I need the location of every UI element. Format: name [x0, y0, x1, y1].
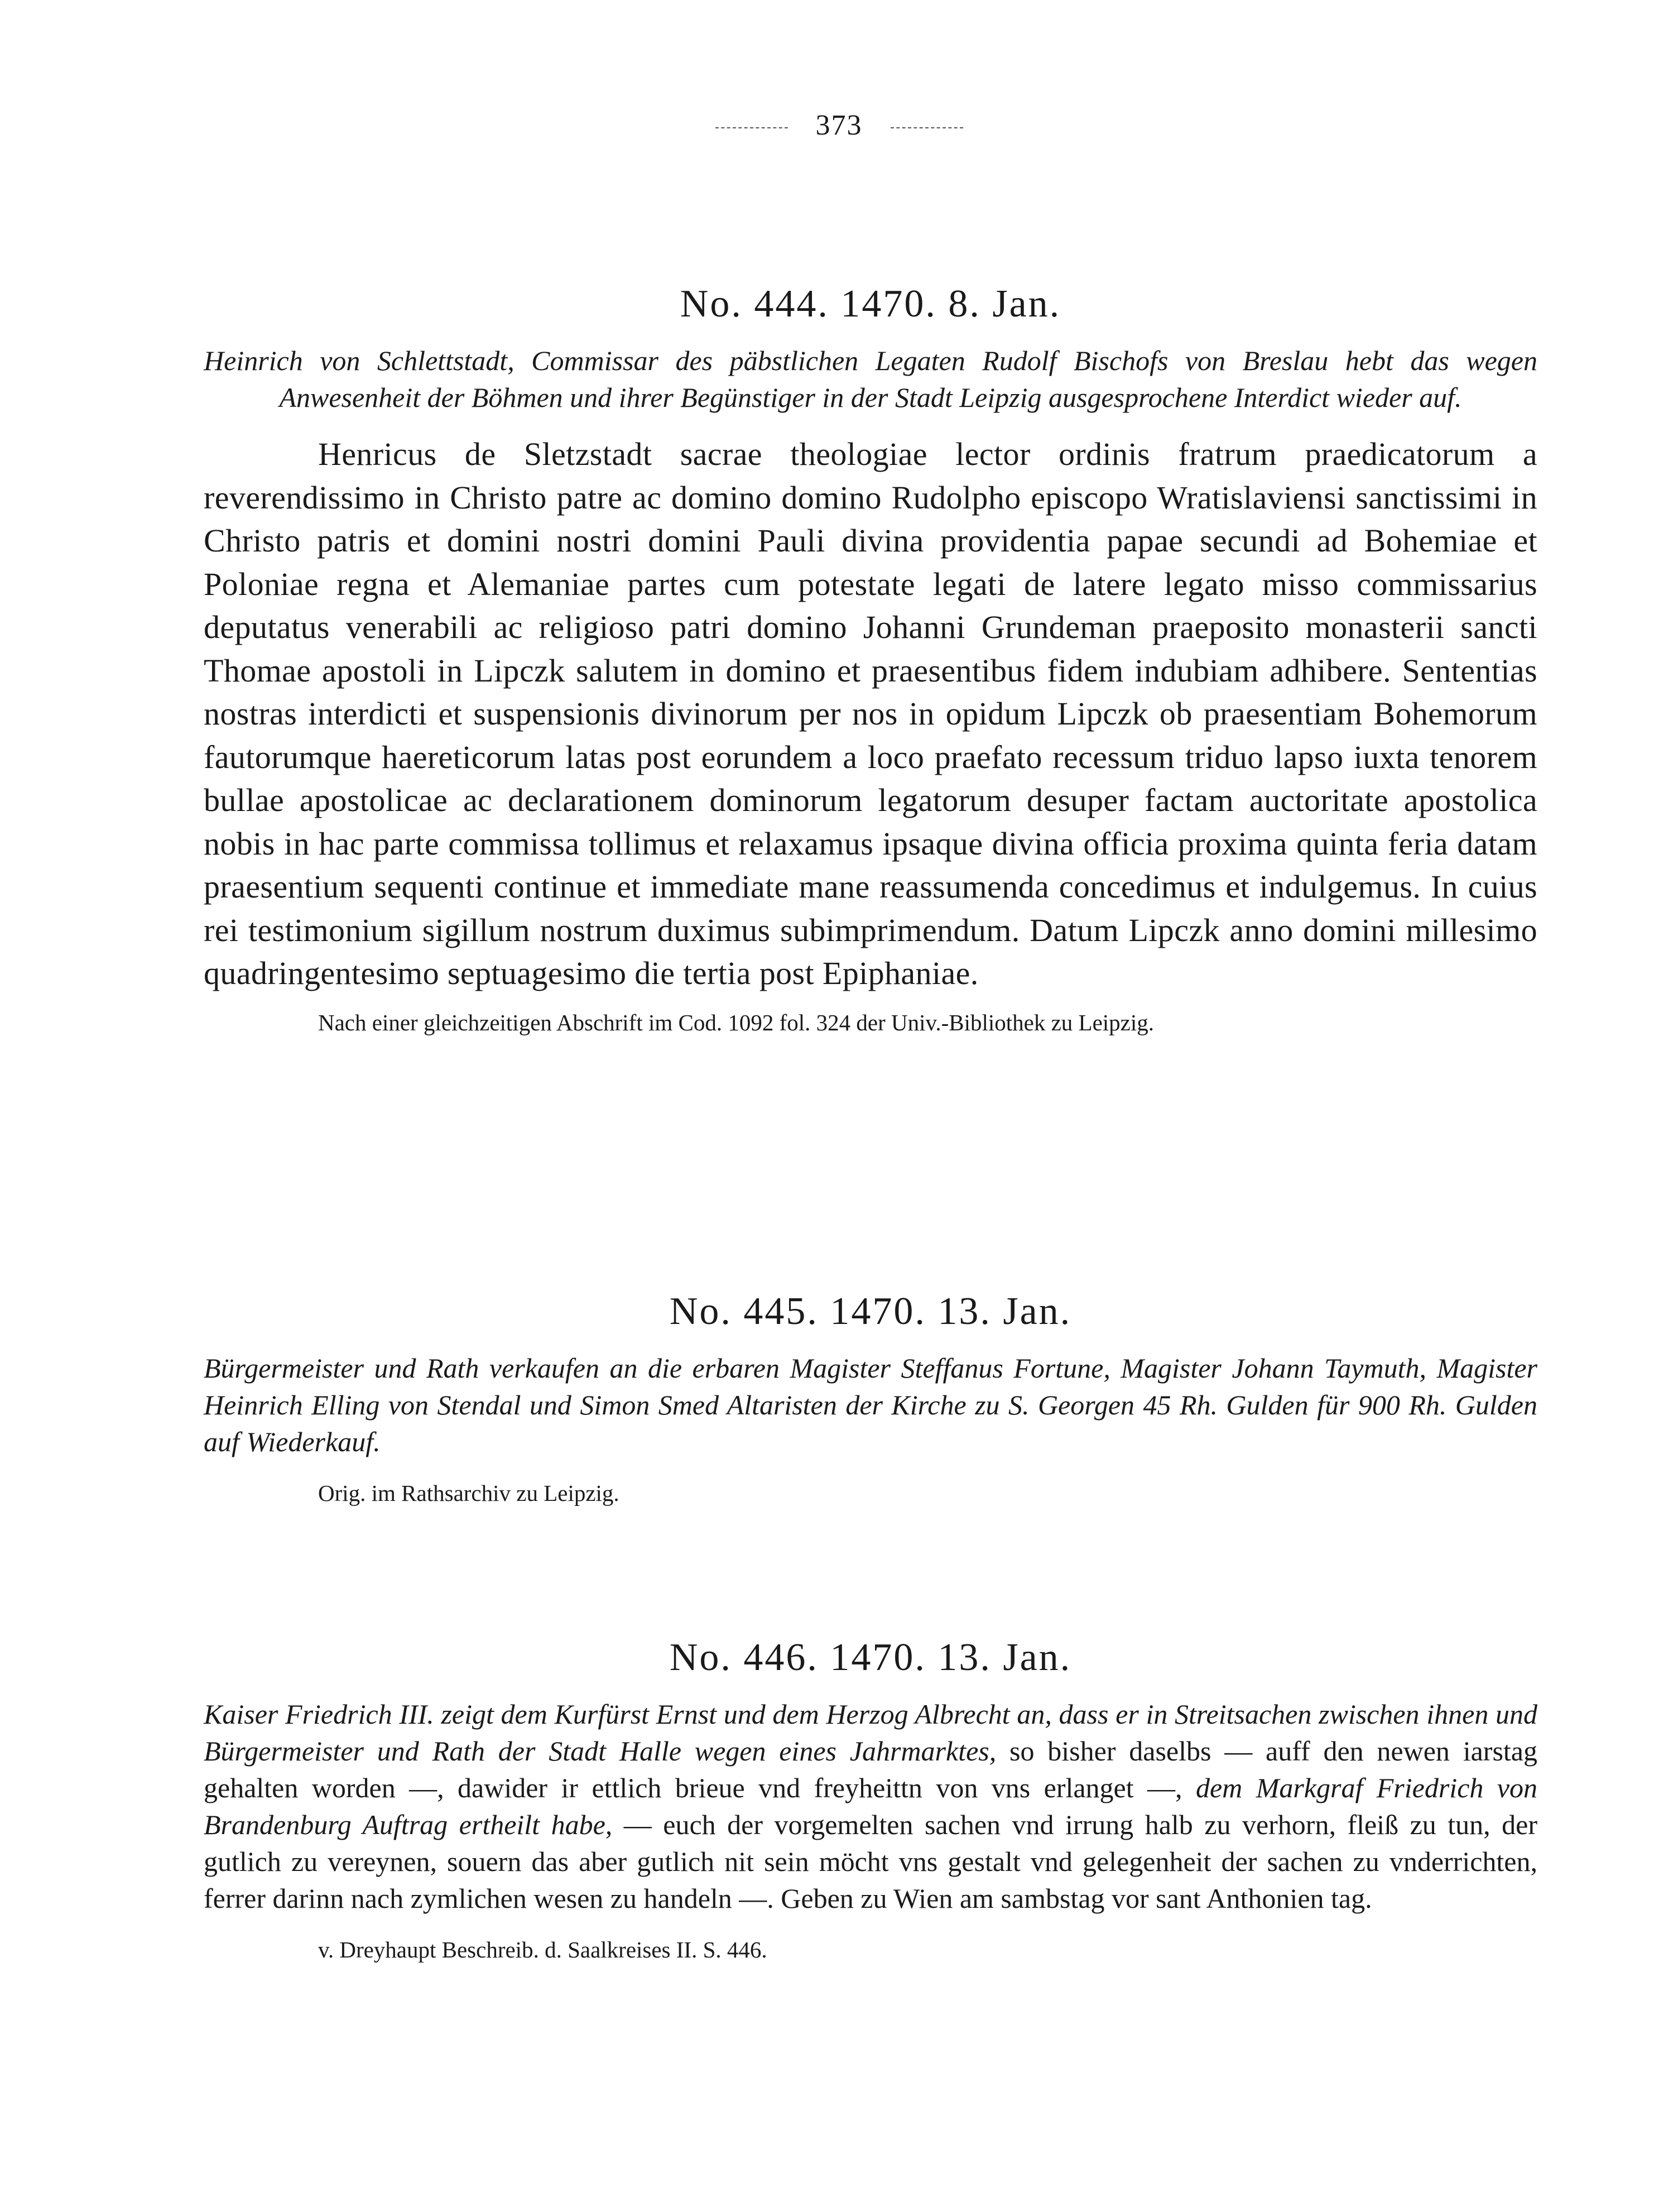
entry-source-note: v. Dreyhaupt Beschreib. d. Saalkreises II. S. 446.: [318, 1937, 767, 1963]
entry-446: [204, 1635, 1537, 1966]
quoted-text: — euch der vorgemelten sachen vnd irrung halb zu verhorn, fleiß zu tun, der gutlich zu vereynen, souern das aber gutlich nit sein möcht vns gestalt vnd gelegenheit der sachen zu vnderrichten, ferrer darinn nach zymlichen wesen zu handeln —. Geben zu Wien am sambstag vor sant Anthonien tag.: [204, 1809, 1537, 1914]
entry-source-note: Orig. im Rathsarchiv zu Leipzig.: [318, 1480, 619, 1506]
entry-source-note: Nach einer gleichzeitigen Abschrift im Cod. 1092 fol. 324 der Univ.-Bibliothek zu Leipzig.: [318, 1009, 1155, 1035]
entry-body-text: Henricus de Sletzstadt sacrae theologiae lector ordinis fratrum praedicatorum a reverendissimo in Christo patre ac domino domino Rudolpho episcopo Wratislaviensi sanctissimi in Christo patris et domini nostri domini Pauli divina providentia papae secundi ad Bohemiae et Poloniae regna et Alemaniae partes cum potestate legati de latere legato misso commissarius deputatus venerabili ac religioso patri domino Johanni Grundeman praeposito monasterii sancti Thomae apostoli in Lipczk salutem in domino et praesentibus fidem indubiam adhibere. Sententias nostras interdicti et suspensionis divinorum per nos in opidum Lipczk ob praesentiam Bohemorum fautorumque haereticorum latas post eorundem a loco praefato recessum triduo lapso iuxta tenorem bullae apostolicae ac declarationem dominorum legatorum desuper factam auctoritate apostolica nobis in hac parte commissa tollimus et relaxamus ipsaque divina officia proxima quinta feria datam praesentium sequenti continue et immediate mane reassumenda concedimus et indulgemus. In cuius rei testimonium sigillum nostrum duximus subimprimendum. Datum Lipczk anno domini millesimo quadringentesimo septuagesimo die tertia post Epiphaniae.: [204, 436, 1537, 991]
entry-445: [204, 1289, 1537, 1509]
page-header: [0, 109, 1678, 142]
entry-444: [204, 282, 1537, 1039]
entry-heading: No. 446. 1470. 13. Jan.: [669, 1636, 1072, 1679]
summary-part: dem Markgraf Friedrich von Brandenburg Auftrag ertheilt habe,: [204, 1772, 1537, 1840]
entry-heading: No. 445. 1470. 13. Jan.: [669, 1290, 1072, 1333]
page-number: 373: [815, 109, 863, 141]
entry-summary: Heinrich von Schlettstadt, Commissar des päbstlichen Legaten Rudolf Bischofs von Breslau hebt das wegen Anwesenheit der Böhmen und ihrer Begünstiger in der Stadt Leipzig ausgesprochene Interdict wieder auf.: [204, 345, 1537, 413]
entry-heading: No. 444. 1470. 8. Jan.: [680, 282, 1061, 325]
header-rule-left: [715, 127, 788, 128]
quoted-text: so bisher daselbs — auff den newen iarstag gehalten worden —, dawider ir ettlich brieue vnd freyheittn von vns erlanget —,: [204, 1735, 1537, 1803]
summary-part: Kaiser Friedrich III. zeigt dem Kurfürst Ernst und dem Herzog Albrecht an, dass er in Streitsachen zwischen ihnen und Bürgermeister und Rath der Stadt Halle wegen eines Jahrmarktes,: [204, 1698, 1537, 1767]
entry-summary-with-quotes: [204, 1696, 1537, 1917]
entry-summary: Bürgermeister und Rath verkaufen an die erbaren Magister Steffanus Fortune, Magister Johann Taymuth, Magister Heinrich Elling von Stendal und Simon Smed Altaristen der Kirche zu S. Georgen 45 Rh. Gulden für 900 Rh. Gulden auf Wiederkauf.: [204, 1352, 1537, 1457]
header-rule-right: [891, 127, 963, 128]
